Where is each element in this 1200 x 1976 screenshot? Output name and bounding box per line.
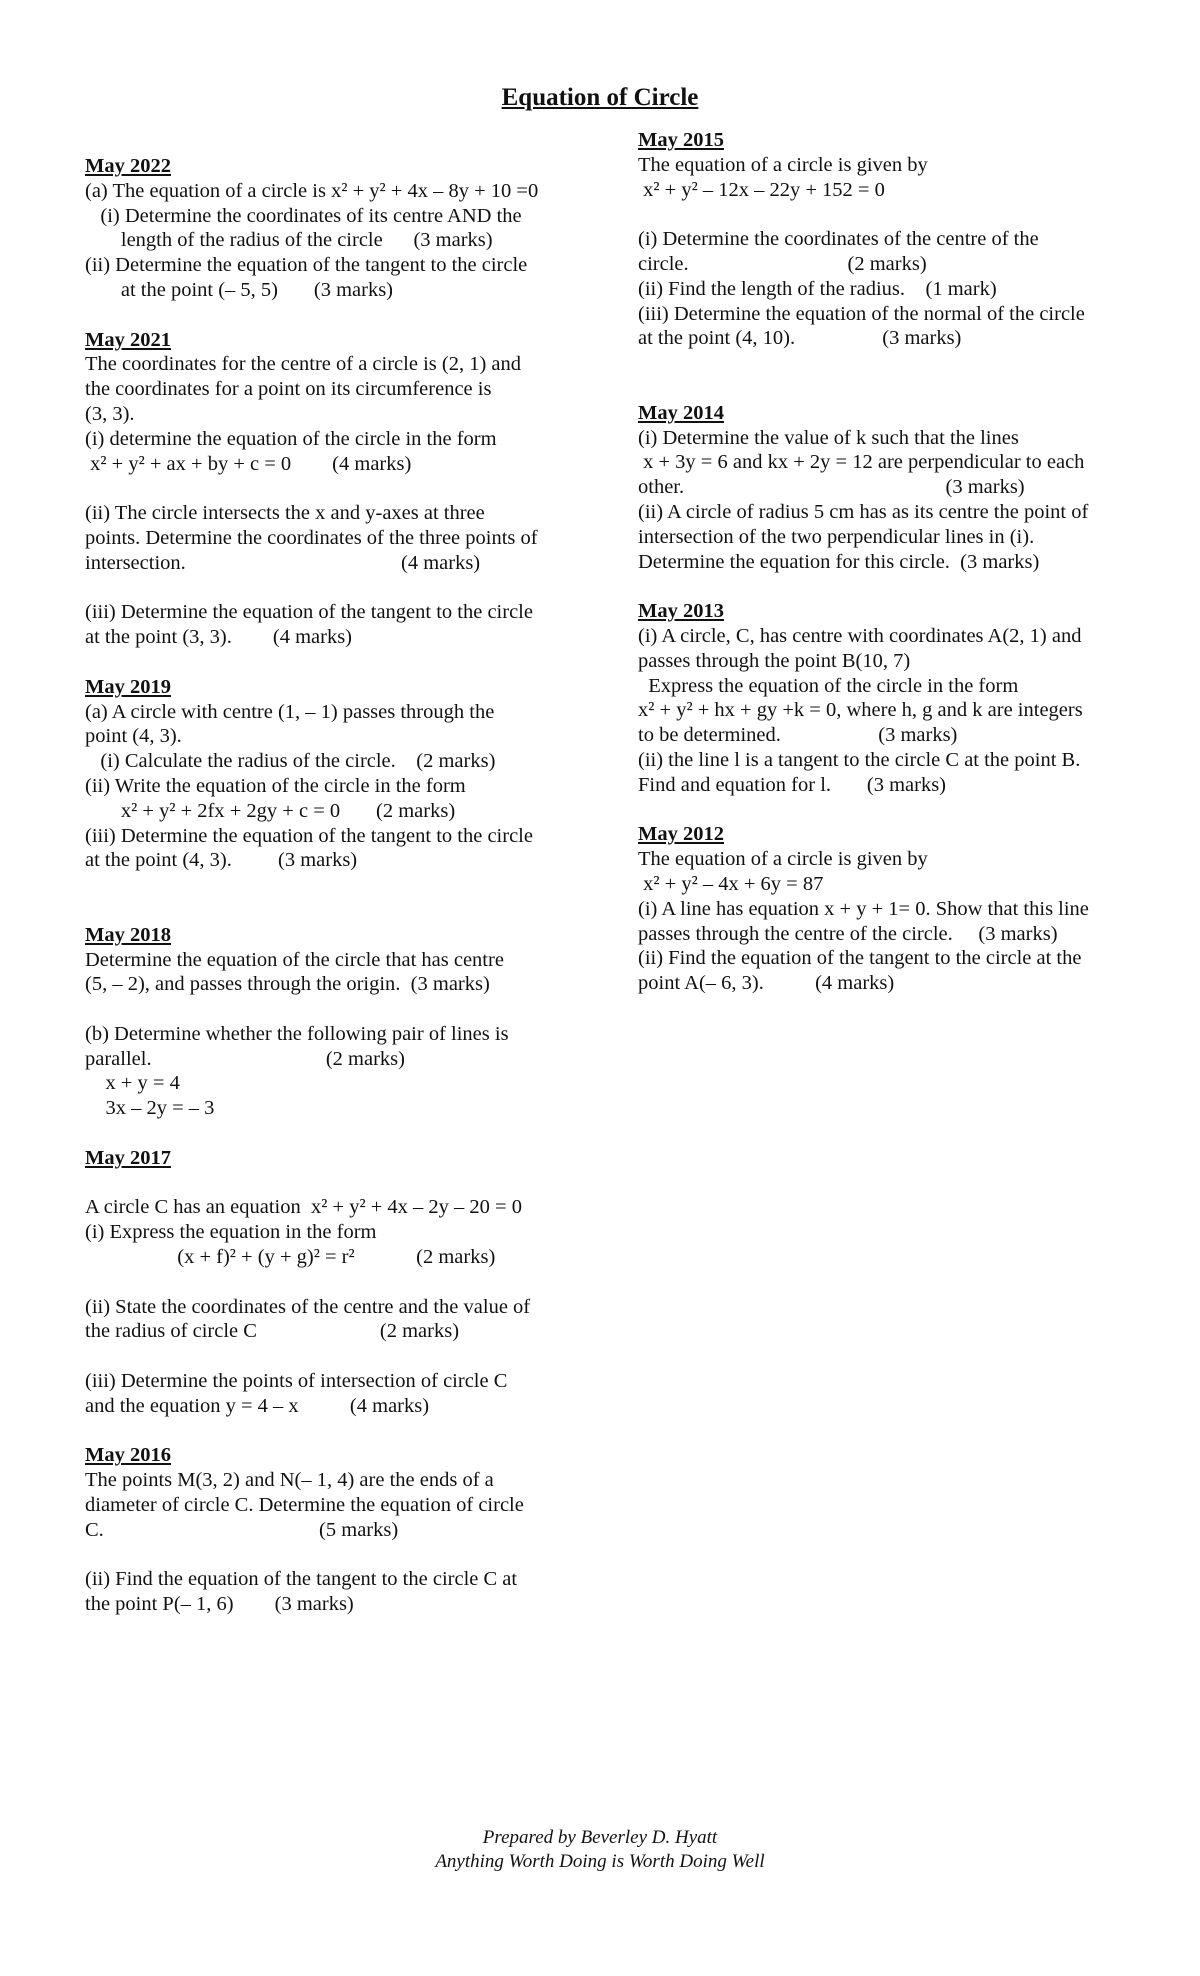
question-line: (i) A line has equation x + y + 1= 0. Show that this line [638, 897, 1089, 920]
question-line: A circle C has an equation x² + y² + 4x – 2y – 20 = 0 [85, 1196, 522, 1219]
question-line: (i) determine the equation of the circle in the form [85, 427, 497, 450]
question-line: other. (3 marks) [638, 476, 1025, 499]
section-spacer [638, 574, 1138, 599]
question-line: and the equation y = 4 – x (4 marks) [85, 1394, 430, 1417]
question-line: x² + y² + 2fx + 2gy + c = 0 (2 marks) [85, 799, 456, 822]
question-line [638, 202, 1138, 227]
question-line: parallel. (2 marks) [85, 1047, 405, 1070]
section-heading: May 2017 [85, 1146, 171, 1169]
left-column [85, 154, 585, 1617]
question-line: (3, 3). [85, 402, 135, 425]
question-line: Find and equation for l. (3 marks) [638, 773, 947, 796]
question-line [85, 1171, 585, 1196]
question-line: passes through the point B(10, 7) [638, 649, 911, 672]
question-line: Determine the equation for this circle. (3 marks) [638, 550, 1040, 573]
question-line: (i) Determine the coordinates of the centre of the [638, 228, 1039, 251]
question-line: passes through the centre of the circle. (3 marks) [638, 922, 1058, 945]
section-heading: May 2013 [638, 600, 724, 623]
question-line: the coordinates for a point on its circumference is [85, 378, 492, 401]
question-line: length of the radius of the circle (3 marks) [85, 229, 493, 252]
question-line: x² + y² – 12x – 22y + 152 = 0 [638, 178, 885, 201]
question-line: x² + y² – 4x + 6y = 87 [638, 872, 824, 895]
question-line: (iii) Determine the equation of the tangent to the circle [85, 824, 533, 847]
section-spacer [85, 1419, 585, 1444]
question-line: The equation of a circle is given by [638, 848, 928, 871]
question-section [85, 1443, 585, 1617]
section-heading: May 2022 [85, 155, 171, 177]
question-line: at the point (– 5, 5) (3 marks) [85, 278, 394, 301]
question-line: (ii) Determine the equation of the tangent to the circle [85, 254, 528, 277]
question-line: C. (5 marks) [85, 1518, 399, 1541]
section-heading: May 2014 [638, 401, 724, 424]
footer [0, 1826, 1200, 1874]
question-line: (i) Express the equation in the form [85, 1221, 377, 1244]
question-section [638, 128, 1138, 351]
question-line: (x + f)² + (y + g)² = r² (2 marks) [85, 1246, 496, 1269]
question-line: (ii) The circle intersects the x and y-axes at three [85, 502, 485, 525]
section-heading: May 2012 [638, 823, 724, 846]
question-line: x² + y² + hx + gy +k = 0, where h, g and k are integers [638, 699, 1083, 722]
question-line: the radius of circle C (2 marks) [85, 1320, 460, 1343]
question-line: (ii) Find the equation of the tangent to the circle C at [85, 1568, 518, 1591]
question-line: (ii) Find the equation of the tangent to the circle at the [638, 947, 1082, 970]
question-line: (ii) Write the equation of the circle in the form [85, 774, 466, 797]
question-line: The coordinates for the centre of a circle is (2, 1) and [85, 353, 521, 376]
question-section [85, 675, 585, 873]
section-heading: May 2015 [638, 129, 724, 151]
question-line: intersection. (4 marks) [85, 551, 481, 574]
question-section [638, 401, 1138, 575]
question-line: x + 3y = 6 and kx + 2y = 12 are perpendicular to each [638, 451, 1085, 474]
question-line: (ii) State the coordinates of the centre and the value of [85, 1295, 531, 1318]
question-line: (iii) Determine the equation of the normal of the circle [638, 302, 1085, 325]
question-line [85, 476, 585, 501]
question-line: x + y = 4 [85, 1072, 180, 1095]
question-line: (ii) the line l is a tangent to the circle C at the point B. [638, 748, 1081, 771]
question-section [85, 923, 585, 1121]
question-line: (i) Determine the value of k such that the lines [638, 426, 1019, 449]
section-spacer [85, 873, 585, 923]
question-line [85, 997, 585, 1022]
question-line: (iii) Determine the points of intersection of circle C [85, 1370, 508, 1393]
section-spacer [638, 351, 1138, 401]
question-line: 3x – 2y = – 3 [85, 1097, 215, 1120]
section-spacer [85, 1121, 585, 1146]
question-line: intersection of the two perpendicular lines in (i). [638, 525, 1035, 548]
question-line: diameter of circle C. Determine the equation of circle [85, 1494, 524, 1517]
question-line: points. Determine the coordinates of the three points of [85, 526, 538, 549]
section-heading: May 2021 [85, 328, 171, 351]
question-line: (i) Determine the coordinates of its centre AND the [85, 204, 522, 227]
question-line [85, 1270, 585, 1295]
question-section [85, 1146, 585, 1419]
question-line: (i) A circle, C, has centre with coordinates A(2, 1) and [638, 624, 1082, 647]
question-line: Express the equation of the circle in the form [638, 674, 1019, 697]
section-heading: May 2016 [85, 1444, 171, 1467]
question-line: circle. (2 marks) [638, 252, 927, 275]
question-line: (a) A circle with centre (1, – 1) passes through the [85, 700, 495, 723]
question-line: (i) Calculate the radius of the circle. (2 marks) [85, 750, 496, 773]
section-heading: May 2018 [85, 923, 171, 946]
question-line [85, 1543, 585, 1568]
page-title: Equation of Circle [501, 84, 699, 111]
section-heading: May 2019 [85, 675, 171, 698]
question-line: to be determined. (3 marks) [638, 724, 958, 747]
question-line: (b) Determine whether the following pair of lines is [85, 1022, 509, 1045]
question-line: (a) The equation of a circle is x² + y² + 4x – 8y + 10 =0 [85, 179, 539, 202]
question-section [638, 599, 1138, 797]
question-line: point (4, 3). [85, 725, 182, 748]
question-line: The equation of a circle is given by [638, 153, 928, 176]
footer-motto: Anything Worth Doing is Worth Doing Well [435, 1851, 765, 1872]
question-section [85, 154, 585, 303]
question-line: The points M(3, 2) and N(– 1, 4) are the ends of a [85, 1469, 494, 1492]
question-section [638, 822, 1138, 996]
section-spacer [638, 798, 1138, 823]
question-section [85, 328, 585, 650]
section-spacer [85, 650, 585, 675]
question-line: at the point (3, 3). (4 marks) [85, 626, 353, 649]
question-line: (ii) A circle of radius 5 cm has as its centre the point of [638, 500, 1089, 523]
question-line [85, 1344, 585, 1369]
question-line: (5, – 2), and passes through the origin. (3 marks) [85, 973, 490, 996]
question-line: at the point (4, 3). (3 marks) [85, 849, 358, 872]
question-line: the point P(– 1, 6) (3 marks) [85, 1593, 354, 1616]
question-line: x² + y² + ax + by + c = 0 (4 marks) [85, 452, 412, 475]
section-spacer [85, 303, 585, 328]
right-column [638, 128, 1138, 996]
question-line: point A(– 6, 3). (4 marks) [638, 972, 895, 995]
question-line: Determine the equation of the circle that has centre [85, 948, 504, 971]
question-line: at the point (4, 10). (3 marks) [638, 327, 962, 350]
footer-author: Prepared by Beverley D. Hyatt [482, 1827, 718, 1848]
question-line: (iii) Determine the equation of the tangent to the circle [85, 601, 533, 624]
question-line [85, 576, 585, 601]
question-line: (ii) Find the length of the radius. (1 mark) [638, 277, 997, 300]
